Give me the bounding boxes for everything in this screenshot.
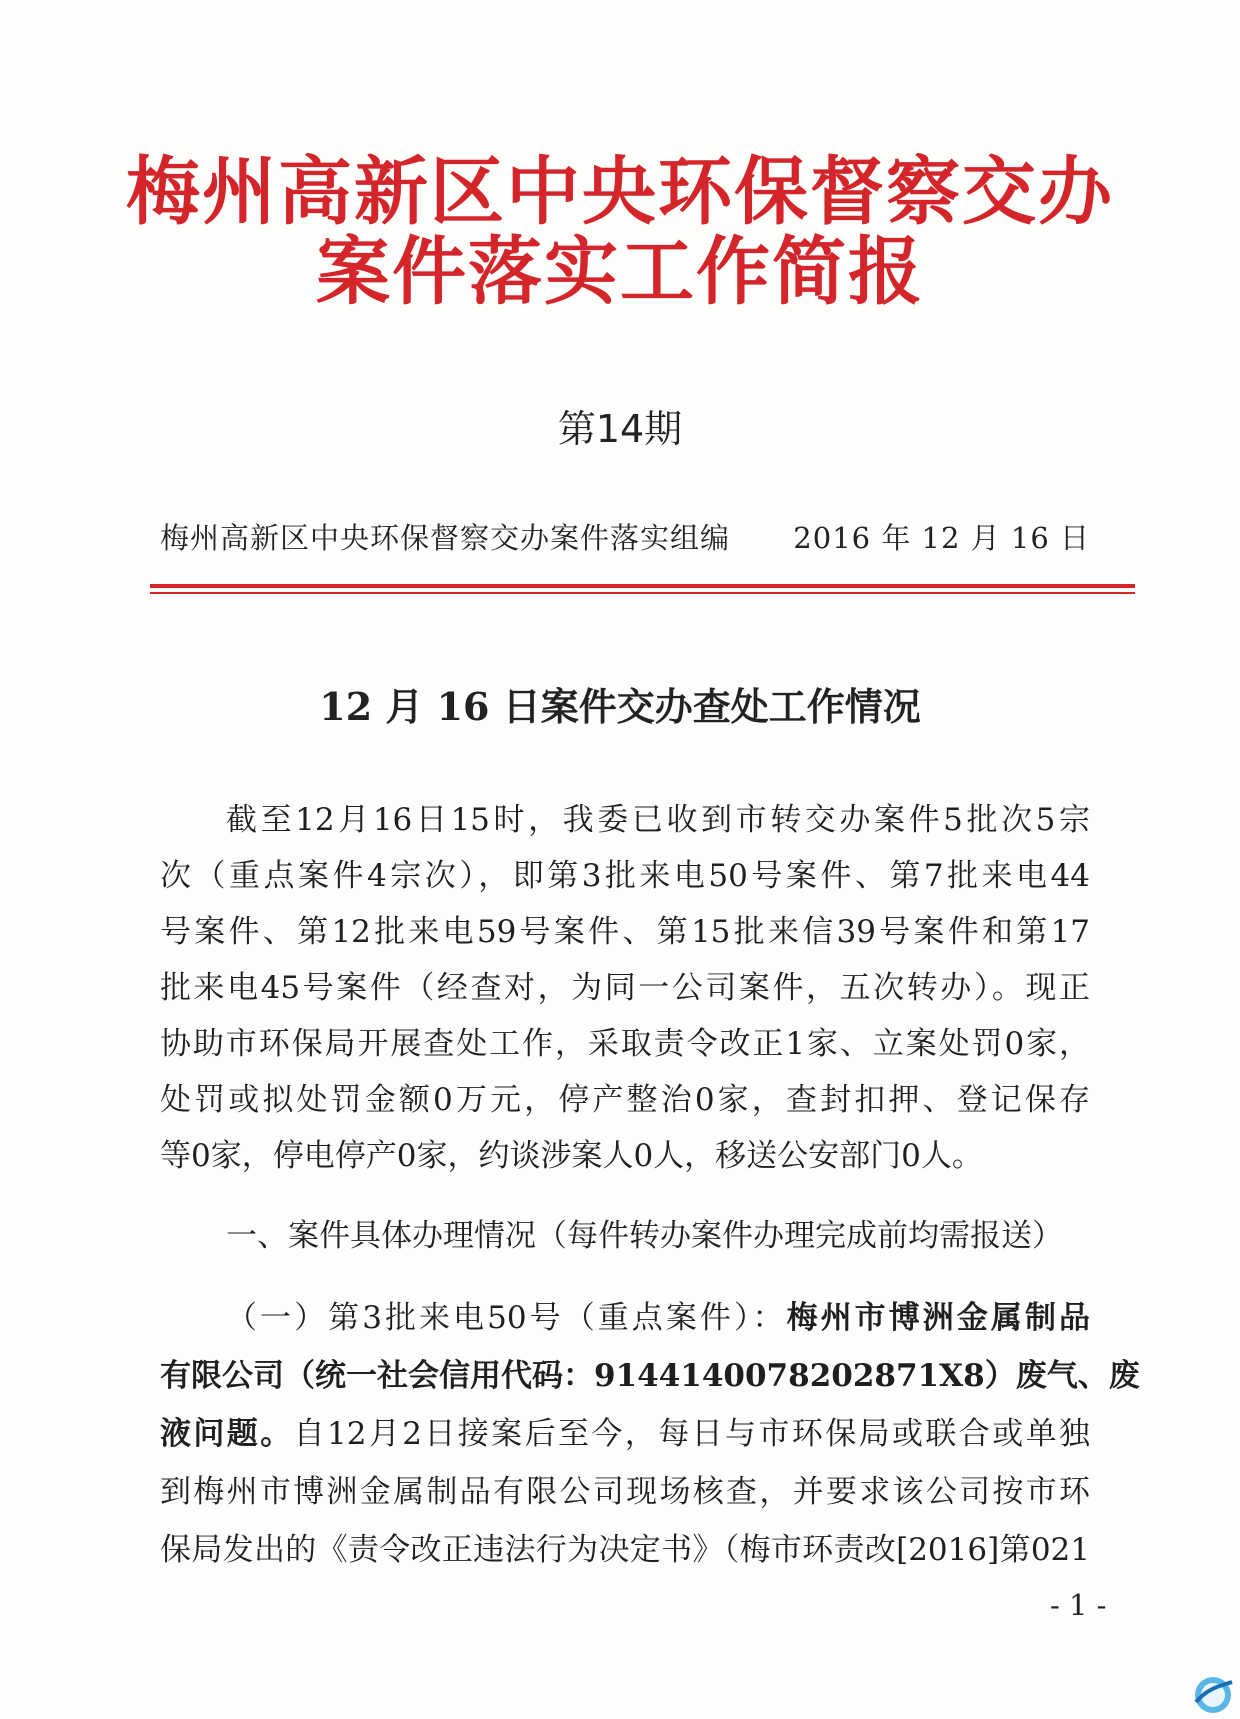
byline-date: 2016 年 12 月 16 日: [793, 521, 1090, 555]
case1-line4: 到梅州市博洲金属制品有限公司现场核查，并要求该公司按市环: [160, 1474, 1090, 1510]
red-rule-thin: [150, 592, 1135, 594]
case1-line2: 有限公司（统一社会信用代码：9144140078202871X8）废气、废: [160, 1358, 1140, 1394]
issue-number: 第14期: [557, 407, 683, 451]
paragraph1-line: 次（重点案件4宗次），即第3批来电50号案件、第7批来电44: [160, 858, 1090, 894]
paragraph1-line: 处罚或拟处罚金额0万元，停产整治0家，查封扣押、登记保存: [160, 1082, 1090, 1118]
case1-line3-text: 自12月2日接案后至今，每日与市环保局或联合或单独: [293, 1416, 1091, 1452]
case1-line1: [226, 1298, 1090, 1338]
case1-issue-label: 液问题。: [160, 1416, 294, 1452]
corner-logo-icon: [1190, 1672, 1236, 1718]
red-rule-thick: [150, 584, 1135, 588]
page-number: - 1 -: [1050, 1588, 1107, 1622]
byline-org: 梅州高新区中央环保督察交办案件落实组编: [160, 521, 731, 555]
byline: [160, 516, 1090, 557]
paragraph1-line: 批来电45号案件（经查对，为同一公司案件，五次转办）。现正: [160, 970, 1090, 1006]
masthead-title-line1: 梅州高新区中央环保督察交办: [126, 149, 1114, 235]
paragraph1-line: 协助市环保局开展查处工作，采取责令改正1家、立案处罚0家，: [160, 1026, 1090, 1062]
paragraph1-line: 等0家，停电停产0家，约谈涉案人0人，移送公安部门0人。: [160, 1138, 983, 1174]
case1-line3: [160, 1414, 1090, 1454]
paragraph1-line: 截至12月16日15时，我委已收到市转交办案件5批次5宗: [226, 802, 1090, 838]
masthead-title-line2: 案件落实工作简报: [316, 229, 924, 315]
section-heading: 一、案件具体办理情况（每件转办案件办理完成前均需报送）: [226, 1218, 1063, 1254]
paragraph1-line: 号案件、第12批来电59号案件、第15批来信39号案件和第17: [160, 914, 1090, 950]
case1-line5: 保局发出的《责令改正违法行为决定书》（梅市环责改[2016]第021: [160, 1532, 1090, 1568]
case1-prefix: （一）第3批来电50号（重点案件）：: [226, 1300, 787, 1336]
article-headline: 12 月 16 日案件交办查处工作情况: [319, 684, 921, 729]
case1-company-name: 梅州市博洲金属制品: [786, 1300, 1091, 1336]
